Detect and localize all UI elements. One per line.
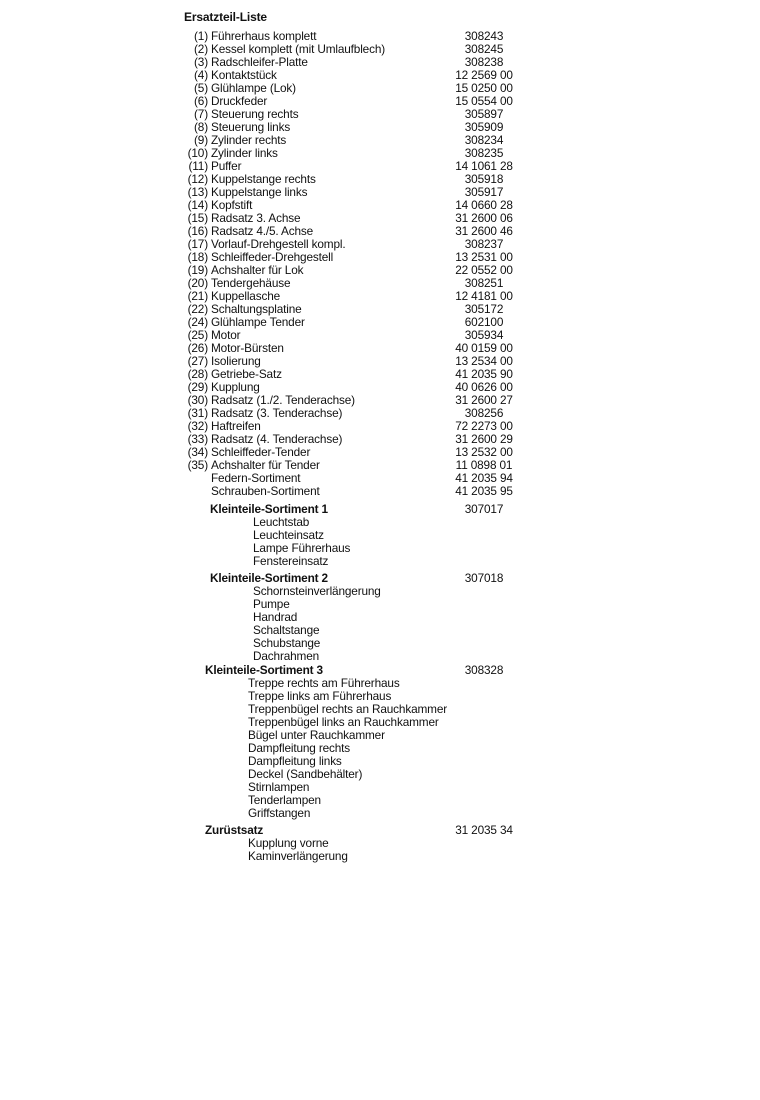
item-number: (32) — [187, 419, 208, 433]
part-name: Steuerung links — [211, 120, 291, 134]
assortment-part-number: 307017 — [464, 502, 504, 516]
document-title: Ersatzteil-Liste — [184, 10, 267, 24]
assortment-item: Dachrahmen — [253, 649, 320, 663]
assortment-title: Kleinteile-Sortiment 2 — [210, 571, 328, 585]
part-name: Kessel komplett (mit Umlaufblech) — [211, 42, 386, 56]
item-number: (16) — [187, 224, 208, 238]
assortment-item: Dampfleitung rechts — [248, 741, 351, 755]
part-name: Achshalter für Lok — [211, 263, 304, 277]
part-number: 15 0554 00 — [455, 94, 513, 108]
part-name: Kuppelstange rechts — [211, 172, 316, 186]
item-number: (31) — [187, 406, 208, 420]
part-number: 308237 — [464, 237, 504, 251]
assortment-item: Treppe links am Führerhaus — [248, 689, 392, 703]
item-number: (6) — [194, 94, 208, 108]
assortment-item: Treppe rechts am Führerhaus — [248, 676, 400, 690]
assortment-item: Pumpe — [253, 597, 290, 611]
part-name: Radschleifer-Platte — [211, 55, 308, 69]
part-number: 308243 — [464, 29, 504, 43]
item-number: (14) — [187, 198, 208, 212]
item-number: (3) — [194, 55, 208, 69]
item-number: (34) — [187, 445, 208, 459]
part-name: Glühlampe (Lok) — [211, 81, 296, 95]
assortment-item: Dampfleitung links — [248, 754, 342, 768]
assortment-item: Leuchtstab — [253, 515, 310, 529]
part-number: 40 0626 00 — [455, 380, 513, 394]
item-number: (33) — [187, 432, 208, 446]
item-number: (17) — [187, 237, 208, 251]
part-number: 11 0898 01 — [455, 458, 513, 472]
part-number: 308238 — [464, 55, 504, 69]
assortment-item: Lampe Führerhaus — [253, 541, 351, 555]
part-name: Radsatz 3. Achse — [211, 211, 301, 225]
part-number: 305917 — [464, 185, 504, 199]
item-number: (8) — [194, 120, 208, 134]
part-name: Schrauben-Sortiment — [211, 484, 320, 498]
part-number: 12 2569 00 — [455, 68, 513, 82]
part-name: Druckfeder — [211, 94, 268, 108]
assortment-item: Stirnlampen — [248, 780, 310, 794]
part-name: Schaltungsplatine — [211, 302, 302, 316]
item-number: (1) — [194, 29, 208, 43]
part-number: 12 4181 00 — [455, 289, 513, 303]
item-number: (28) — [187, 367, 208, 381]
part-number: 13 2532 00 — [455, 445, 513, 459]
item-number: (12) — [187, 172, 208, 186]
assortment-item: Leuchteinsatz — [253, 528, 324, 542]
item-number: (19) — [187, 263, 208, 277]
part-number: 41 2035 90 — [455, 367, 513, 381]
assortment-item: Deckel (Sandbehälter) — [248, 767, 363, 781]
part-name: Kuppelstange links — [211, 185, 308, 199]
assortment-item: Treppenbügel rechts an Rauchkammer — [248, 702, 448, 716]
assortment-item: Treppenbügel links an Rauchkammer — [248, 715, 439, 729]
part-name: Radsatz (3. Tenderachse) — [211, 406, 343, 420]
part-number: 308251 — [464, 276, 504, 290]
part-name: Motor-Bürsten — [211, 341, 284, 355]
item-number: (35) — [187, 458, 208, 472]
item-number: (5) — [194, 81, 208, 95]
assortment-item: Bügel unter Rauchkammer — [248, 728, 385, 742]
item-number: (29) — [187, 380, 208, 394]
part-number: 41 2035 94 — [455, 471, 513, 485]
item-number: (10) — [187, 146, 208, 160]
part-number: 305909 — [464, 120, 504, 134]
item-number: (27) — [187, 354, 208, 368]
item-number: (13) — [187, 185, 208, 199]
part-number: 305172 — [464, 302, 504, 316]
part-number: 14 0660 28 — [455, 198, 513, 212]
item-number: (24) — [187, 315, 208, 329]
part-number: 305897 — [464, 107, 504, 121]
part-number: 40 0159 00 — [455, 341, 513, 355]
part-number: 31 2600 27 — [455, 393, 513, 407]
part-number: 308235 — [464, 146, 504, 160]
part-name: Isolierung — [211, 354, 261, 368]
item-number: (11) — [188, 159, 208, 173]
part-name: Kontaktstück — [211, 68, 277, 82]
assortment-item: Kaminverlängerung — [248, 849, 348, 863]
assortment-item: Tenderlampen — [248, 793, 321, 807]
part-name: Getriebe-Satz — [211, 367, 282, 381]
part-name: Zylinder links — [211, 146, 278, 160]
part-name: Führerhaus komplett — [211, 29, 317, 43]
part-name: Radsatz (4. Tenderachse) — [211, 432, 343, 446]
item-number: (26) — [187, 341, 208, 355]
part-name: Motor — [211, 328, 241, 342]
part-number: 41 2035 95 — [455, 484, 513, 498]
part-name: Glühlampe Tender — [211, 315, 305, 329]
part-number: 13 2531 00 — [455, 250, 513, 264]
item-number: (30) — [187, 393, 208, 407]
part-name: Kopfstift — [211, 198, 253, 212]
part-number: 31 2600 29 — [455, 432, 513, 446]
part-name: Radsatz 4./5. Achse — [211, 224, 314, 238]
part-name: Puffer — [211, 159, 242, 173]
part-name: Haftreifen — [211, 419, 261, 433]
assortment-part-number: 307018 — [464, 571, 504, 585]
assortment-item: Kupplung vorne — [248, 836, 329, 850]
part-name: Federn-Sortiment — [211, 471, 301, 485]
part-number: 308245 — [464, 42, 504, 56]
assortment-item: Handrad — [253, 610, 298, 624]
item-number: (9) — [194, 133, 208, 147]
assortment-part-number: 31 2035 34 — [455, 823, 513, 837]
part-number: 308234 — [464, 133, 504, 147]
part-name: Zylinder rechts — [211, 133, 287, 147]
part-name: Tendergehäuse — [211, 276, 291, 290]
part-number: 72 2273 00 — [455, 419, 513, 433]
assortment-part-number: 308328 — [464, 663, 504, 677]
part-name: Achshalter für Tender — [211, 458, 320, 472]
assortment-item: Schaltstange — [253, 623, 320, 637]
part-number: 31 2600 46 — [455, 224, 513, 238]
item-number: (21) — [187, 289, 208, 303]
part-number: 305934 — [464, 328, 504, 342]
part-name: Schleiffeder-Drehgestell — [211, 250, 334, 264]
part-name: Kupplung — [211, 380, 260, 394]
assortment-item: Schubstange — [253, 636, 321, 650]
item-number: (25) — [187, 328, 208, 342]
part-number: 22 0552 00 — [455, 263, 513, 277]
part-name: Kuppellasche — [211, 289, 281, 303]
table-row — [0, 485, 560, 498]
item-number: (4) — [194, 68, 208, 82]
assortment-item: Schornsteinverlängerung — [253, 584, 381, 598]
part-number: 305918 — [464, 172, 504, 186]
assortment-item: Griffstangen — [248, 806, 311, 820]
part-number: 15 0250 00 — [455, 81, 513, 95]
assortment-title: Kleinteile-Sortiment 1 — [210, 502, 328, 516]
part-number: 31 2600 06 — [455, 211, 513, 225]
part-number: 308256 — [464, 406, 504, 420]
part-number: 602100 — [464, 315, 504, 329]
part-name: Steuerung rechts — [211, 107, 299, 121]
item-number: (2) — [194, 42, 208, 56]
part-name: Radsatz (1./2. Tenderachse) — [211, 393, 355, 407]
part-name: Schleiffeder-Tender — [211, 445, 311, 459]
item-number: (15) — [187, 211, 208, 225]
assortment-title: Kleinteile-Sortiment 3 — [205, 663, 323, 677]
assortment-item: Fenstereinsatz — [253, 554, 329, 568]
assortment-title: Zurüstsatz — [205, 823, 264, 837]
item-number: (22) — [187, 302, 208, 316]
item-number: (18) — [187, 250, 208, 264]
part-number: 14 1061 28 — [455, 159, 513, 173]
item-number: (7) — [194, 107, 208, 121]
item-number: (20) — [187, 276, 208, 290]
part-name: Vorlauf-Drehgestell kompl. — [211, 237, 346, 251]
part-number: 13 2534 00 — [455, 354, 513, 368]
